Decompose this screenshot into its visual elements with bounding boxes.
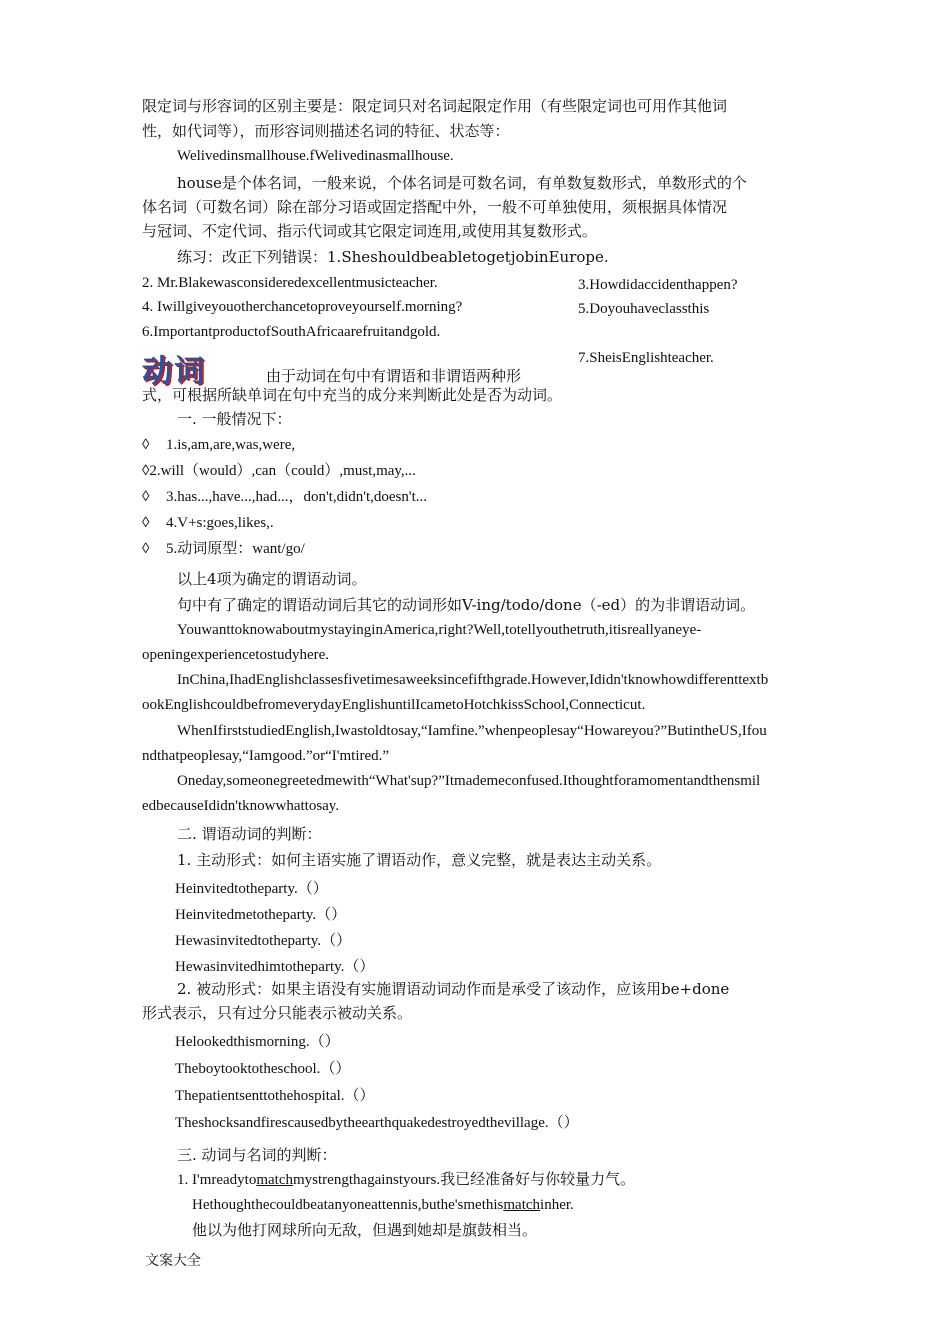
match-underlined-word: match	[503, 1197, 541, 1213]
passage-3-line-1: WhenIfirststudiedEnglish,Iwastoldtosay,“Iamfine.”whenpeoplesay“Howareyou?”ButintheUS,Ifou	[177, 723, 767, 739]
exercise-q3: 3.Howdidaccidenthappen?	[578, 277, 738, 293]
passage-4-line-2: edbecauseIdidn'tknowwhattosay.	[142, 798, 340, 814]
match-underlined-word: match	[256, 1172, 293, 1188]
bullet-text: 5.动词原型：want/go/	[166, 541, 305, 557]
active-example: Heinvitedmetotheparty.（）	[175, 907, 347, 923]
exercise-q4: 4. Iwillgiveyouotherchancetoproveyourself.morning?	[142, 299, 463, 315]
bullet-item	[142, 539, 305, 559]
nonpredicate-verb-bold: 非谓语动词	[665, 596, 741, 614]
note-text: 。	[740, 596, 756, 614]
exercise-q7: 7.SheisEnglishteacher.	[578, 350, 714, 366]
passive-form-rule-line-2: 形式表示，只有过分只能表示被动关系。	[142, 1004, 413, 1022]
diamond-bullet-icon: ◊	[142, 541, 150, 557]
bullet-text: 3.has...,have...,had...，don't,didn't,doesn't...	[166, 489, 427, 505]
bullet-item	[142, 461, 416, 481]
note-predicate: 以上4项为确定的谓语动词。	[177, 570, 367, 588]
page-footer: 文案大全	[145, 1253, 201, 1269]
passage-4-line-1: Oneday,someonegreetedmewith“What'sup?”Itmademeconfused.Ithoughtforamomentandthensmil	[177, 773, 761, 789]
passage-1-line-1: YouwanttoknowaboutmystayinginAmerica,right?Well,totellyouthetruth,itisreallyaneye-	[177, 622, 702, 638]
passive-example: Thepatientsenttothehospital.（）	[175, 1088, 375, 1104]
intro-example: Welivedinsmallhouse.fWelivedinasmallhouse.	[177, 148, 454, 164]
note-text: 句中有了确定的	[177, 596, 283, 614]
active-example: Heinvitedtotheparty.（）	[175, 881, 328, 897]
bullet-item	[142, 513, 274, 533]
match-example-text: mystrengthagainstyours.我已经准备好与你较量力气。	[293, 1172, 636, 1188]
subheading-general: 一. 一般情况下：	[177, 410, 292, 428]
match-example-2-translation: 他以为他打网球所向无敌，但遇到她却是旗鼓相当。	[192, 1221, 538, 1239]
diamond-bullet-icon: ◊	[142, 437, 150, 453]
verb-logo: 动词	[142, 354, 206, 389]
diamond-bullet-icon: ◊	[142, 463, 150, 479]
determiners-bold-2: 其它限定词	[352, 222, 428, 240]
match-example-2	[192, 1195, 574, 1215]
bullet-item	[142, 487, 427, 507]
exercise-q5: 5.Doyouhaveclassthis	[578, 301, 710, 317]
match-example-text: 1. I'mreadyto	[177, 1172, 257, 1188]
passage-2-line-2: ookEnglishcouldbefromeverydayEnglishuntilIcametoHotchkissSchool,Connecticut.	[142, 697, 646, 713]
note-nonpredicate	[177, 595, 755, 615]
exercise-prompt: 练习：改正下列错误：1.SheshouldbeabletogetjobinEurope.	[177, 248, 609, 266]
verb-intro-line-2: 式，可根据所缺单词在句中充当的成分来判断此处是否为动词。	[142, 386, 563, 404]
bullet-text: 4.V+s:goes,likes,.	[166, 515, 274, 531]
intro-line-2: 性，如代词等），而形容词则描述名词的特征、状态等：	[142, 122, 510, 140]
house-line-3-pre: 与	[142, 222, 158, 240]
passive-example: Theboytooktotheschool.（）	[175, 1061, 351, 1077]
match-example-text: inher.	[540, 1197, 574, 1213]
active-example: Hewasinvitedtotheparty.（）	[175, 933, 352, 949]
match-example-text: Hethoughthecouldbeatanyoneattennis,buthe'smethis	[192, 1197, 504, 1213]
passage-3-line-2: ndthatpeoplesay,“Iamgood.”or“I'mtired.”	[142, 748, 390, 764]
house-line-3-mid: 或	[337, 222, 353, 240]
subheading-predicate: 二. 谓语动词的判断：	[177, 825, 322, 843]
active-form-rule: 1. 主动形式：如何主语实施了谓语动作，意义完整，就是表达主动关系。	[177, 851, 662, 869]
passive-example: Helookedthismorning.（）	[175, 1034, 340, 1050]
house-line-2: 体名词（可数名词）除在部分习语或固定搭配中外，一般不可单独使用，须根据具体情况	[142, 198, 728, 216]
passage-1-line-2: openingexperiencetostudyhere.	[142, 647, 330, 663]
intro-line-1: 限定词与形容词的区别主要是：限定词只对名词起限定作用（有些限定词也可用作其他词	[142, 97, 728, 115]
bullet-text: 1.is,am,are,was,were,	[166, 437, 296, 453]
passive-form-rule-line-1: 2. 被动形式：如果主语没有实施谓语动词动作而是承受了该动作，应该用be+done	[177, 980, 730, 998]
predicate-verb-bold: 谓语动词	[282, 596, 343, 614]
house-line-1: house是个体名词，一般来说，个体名词是可数名词，有单数复数形式，单数形式的个	[177, 174, 747, 192]
determiners-bold-1: 冠词、不定代词、指示代词	[157, 222, 338, 240]
diamond-bullet-icon: ◊	[142, 489, 150, 505]
exercise-q6: 6.ImportantproductofSouthAfricaarefruitandgold.	[142, 324, 441, 340]
subheading-verb-noun: 三. 动词与名词的判断：	[177, 1146, 337, 1164]
exercise-q2: 2. Mr.Blakewasconsideredexcellentmusicteacher.	[142, 275, 438, 291]
active-example: Hewasinvitedhimtotheparty.（）	[175, 959, 375, 975]
note-text: 后其它的动词形如V-ing/todo/done（-ed）的为	[342, 596, 666, 614]
bullet-item	[142, 435, 295, 455]
verb-intro-line-1: 由于动词在句中有谓语和非谓语两种形	[266, 367, 522, 385]
house-line-3	[142, 221, 597, 241]
passive-example: Theshocksandfirescausedbytheearthquakedestroyedthevillage.（）	[175, 1115, 579, 1131]
match-example-1	[177, 1170, 635, 1190]
house-line-3-post: 连用,或使用其复数形式。	[427, 222, 597, 240]
diamond-bullet-icon: ◊	[142, 515, 150, 531]
bullet-text: 2.will（would）,can（could）,must,may,...	[149, 463, 416, 479]
passage-2-line-1: InChina,IhadEnglishclassesfivetimesaweeksincefifthgrade.However,Ididn'tknowhowdifferenttextb	[177, 672, 769, 688]
